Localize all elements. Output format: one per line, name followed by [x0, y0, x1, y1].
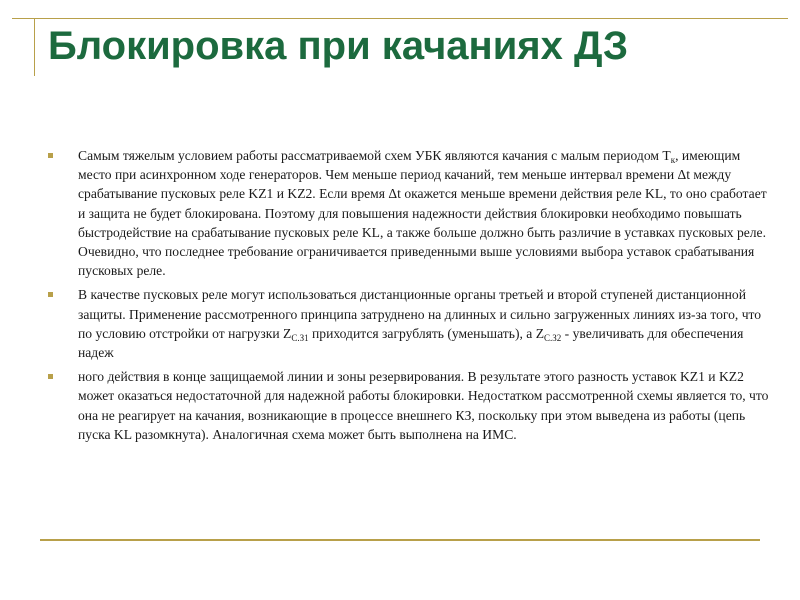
paragraph-2-text-c: - увеличивать для обеспечения надеж	[78, 325, 744, 361]
title-left-border	[34, 18, 35, 76]
paragraph-2-text-b: приходится загрублять (уменьшать), а Z	[308, 325, 545, 341]
paragraph-1	[78, 148, 767, 278]
square-bullet-icon	[48, 153, 53, 158]
title-top-border	[12, 18, 788, 19]
paragraph-3-text: ного действия в конце защищаемой линии и зоны резервирования. В результате этого разность уставок KZ1 и KZ2 может оказаться недостаточной для надежной работы блокировки. Недостатком рассмотренной схемы является то, что она не реагирует на качания, возникающие в процессе внешнего КЗ, поскольку при этом выведена из работы (цепь пуска KL разомкнута). Аналогичная схема может быть выполнена на ИМС.	[78, 369, 769, 442]
paragraph-2	[78, 287, 761, 360]
square-bullet-icon	[48, 374, 53, 379]
paragraph-1-subscript: к	[670, 155, 676, 165]
paragraph-2-subscript-2: С.З2	[544, 332, 562, 343]
slide-title: Блокировка при качаниях ДЗ	[48, 24, 629, 68]
paragraph-1-text-a: Самым тяжелым условием работы рассматриваемой схем УБК являются качания с малым периодом Т	[78, 148, 671, 163]
bullet-item-2	[44, 285, 772, 362]
paragraph-1-text-b: , имеющим место при асинхронном ходе генераторов. Чем меньше период качаний, тем меньше интервал времени Δt между срабатывание пусковых реле KZ1 и KZ2. Если время Δt окажется меньше времени действия реле KL, то оно сработает и защита не будет блокирована. Поэтому для повышения надежности действия блокировки необходимо повышать быстродействие на срабатывание пусковых реле KL, а также больше должно быть различие в уставках пусковых реле. Очевидно, что последнее требование ограничивается приведенными выше условиями выбора уставок срабатывания пусковых реле.	[78, 148, 767, 279]
bottom-divider	[40, 539, 760, 541]
bullet-item-3	[44, 367, 772, 444]
paragraph-2-text-a: В качестве пусковых реле могут использоваться дистанционные органы третьей и второй ступеней дистанционной защиты. Применение рассмотренного принципа затруднено на длинных и сильно загруженных линиях из-за того, что по условию отстройки от нагрузки Z	[78, 287, 762, 341]
square-bullet-icon	[48, 292, 53, 297]
bullet-item-1	[44, 146, 772, 280]
bullet-list	[44, 146, 772, 449]
paragraph-2-subscript-1: С.З1	[291, 332, 309, 343]
